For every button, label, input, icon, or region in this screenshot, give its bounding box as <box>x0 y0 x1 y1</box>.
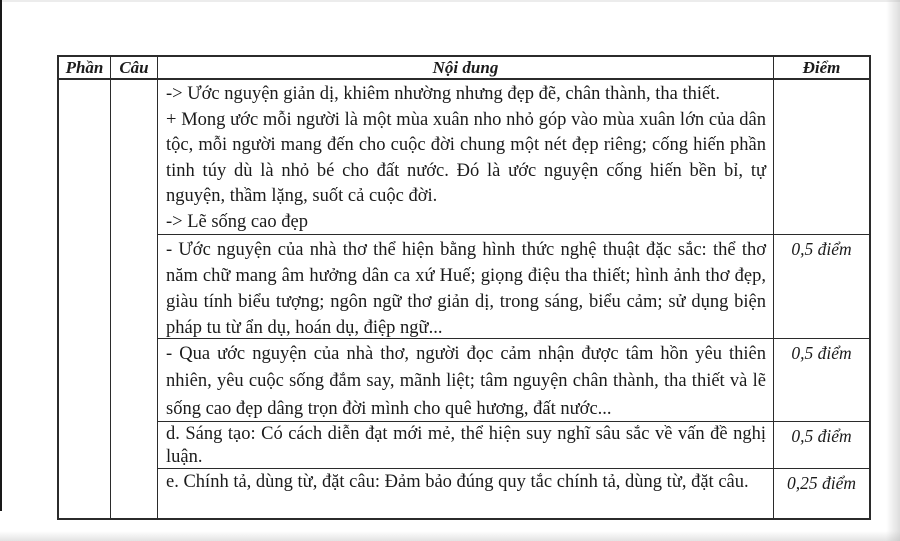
table-body <box>59 80 869 519</box>
scan-shadow-bottom <box>0 531 900 541</box>
scan-shadow-right <box>886 0 900 541</box>
table-row <box>158 339 869 422</box>
content-cell <box>158 339 774 421</box>
header-cell-phan: Phần <box>59 57 111 78</box>
content-paragraph: -> Lẽ sống cao đẹp <box>166 211 308 232</box>
table-row <box>158 80 869 235</box>
table-row <box>158 235 869 339</box>
scan-page-edge-left <box>0 0 2 511</box>
cau-spanning-cell <box>111 80 158 519</box>
score-cell <box>774 80 869 234</box>
header-cell-diem: Điểm <box>802 58 841 77</box>
table-row <box>158 422 869 469</box>
content-paragraph: -> Ước nguyện giản dị, khiêm nhường nhưng đẹp đẽ, chân thành, tha thiết. <box>166 84 721 104</box>
score-cell: 0,5 điểm <box>791 343 852 363</box>
content-paragraph: - Qua ước nguyện của nhà thơ, người đọc cảm nhận được tâm hồn yêu thiên nhiên, yêu cuộc sống đắm say, mãnh liệt; tâm nguyện chân thành, tha thiết và lẽ sống cao đẹp dâng trọn đời mình cho quê hương, đất nước... <box>166 344 766 419</box>
content-cell <box>158 422 774 468</box>
rubric-table <box>57 55 871 520</box>
content-cell <box>158 235 774 338</box>
content-paragraph: + Mong ước mỗi người là một mùa xuân nho nhỏ góp vào mùa xuân lớn của dân tộc, mỗi người mang đến cho cuộc đời chung một nét đẹp riêng; cống hiến phần tinh túy dù là nhỏ bé cho đất nước. Đó là ước nguyện cống hiến bền bỉ, tự nguyện, thầm lặng, suốt cả cuộc đời. <box>166 109 766 207</box>
score-cell: 0,25 điểm <box>786 473 857 493</box>
header-cell-noi-dung: Nội dung <box>158 57 774 78</box>
content-paragraph: e. Chính tả, dùng từ, đặt câu: Đảm bảo đúng quy tắc chính tả, dùng từ, đặt câu. <box>166 472 749 492</box>
scan-edge-top <box>0 0 900 2</box>
content-cell <box>158 469 774 519</box>
phan-spanning-cell <box>59 80 111 519</box>
score-cell: 0,5 điểm <box>791 426 852 446</box>
header-cell-cau: Câu <box>111 57 158 78</box>
table-row <box>158 469 869 519</box>
score-cell: 0,5 điểm <box>791 239 852 259</box>
content-cell <box>158 80 774 234</box>
content-rows <box>158 80 869 519</box>
content-paragraph: - Ước nguyện của nhà thơ thể hiện bằng hình thức nghệ thuật đặc sắc: thể thơ năm chữ mang âm hưởng dân ca xứ Huế; giọng điệu tha thiết; hình ảnh thơ đẹp, giàu tính biểu tượng; ngôn ngữ thơ giản dị, trong sáng, biểu cảm; sử dụng biện pháp tu từ ẩn dụ, hoán dụ, điệp ngữ... <box>166 240 766 338</box>
table-header-row <box>59 57 869 80</box>
content-paragraph: d. Sáng tạo: Có cách diễn đạt mới mẻ, thể hiện suy nghĩ sâu sắc về vấn đề nghị luận. <box>166 424 766 467</box>
